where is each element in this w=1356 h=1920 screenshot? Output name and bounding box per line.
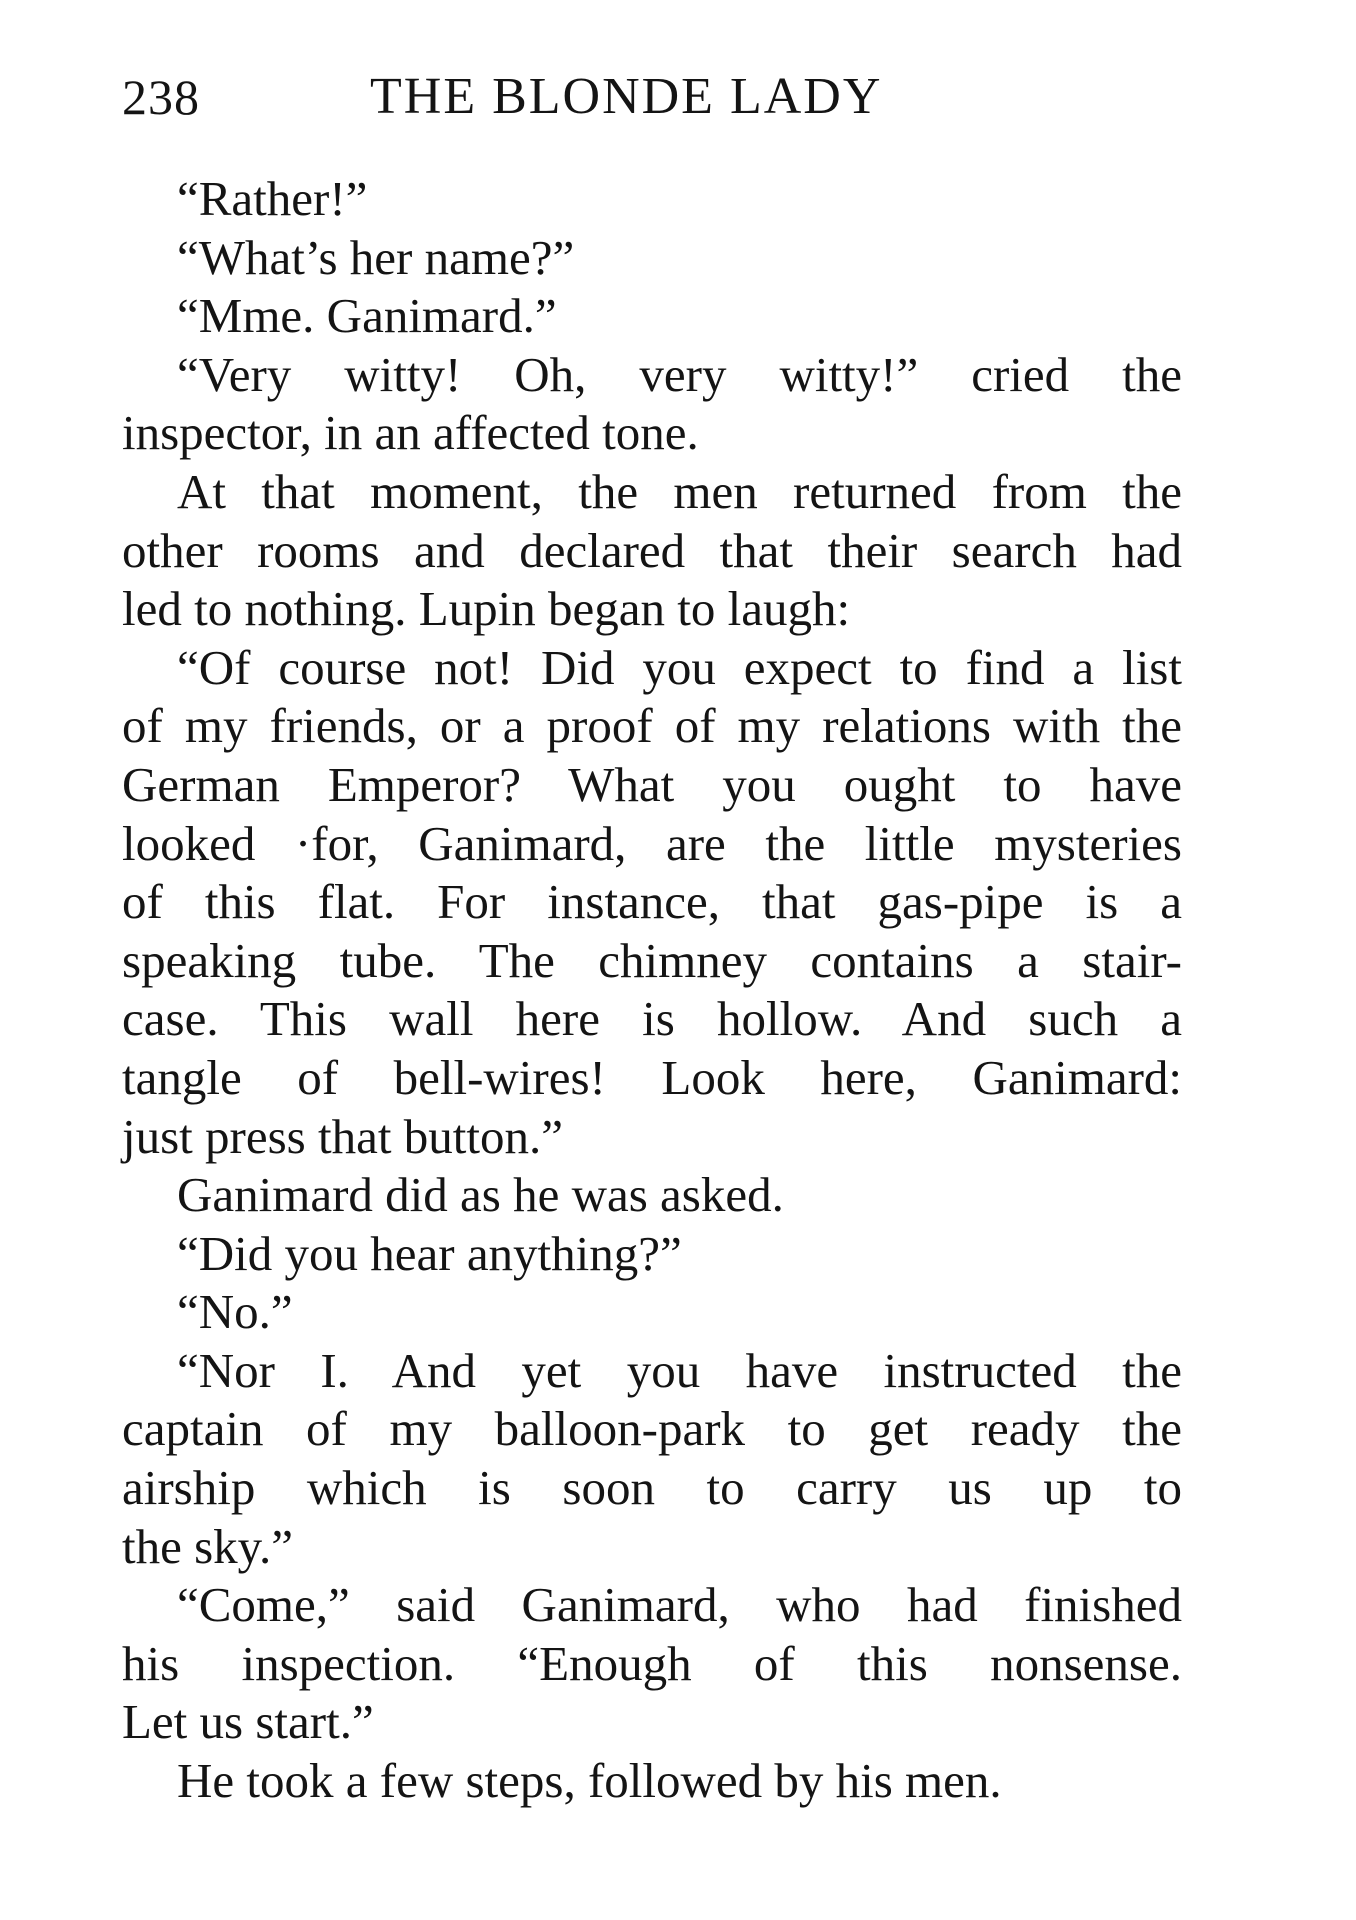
text-line: At that moment, the men returned from the <box>177 463 1182 519</box>
text-line: “Come,” said Ganimard, who had finished <box>177 1577 1182 1633</box>
text-line: inspector, in an affected tone. <box>122 405 699 461</box>
text-line: “What’s her name?” <box>177 229 575 285</box>
text-line: just press that button.” <box>122 1108 563 1164</box>
text-line: “Rather!” <box>177 171 368 226</box>
text-line: captain of my balloon-park to get ready the <box>122 1401 1182 1457</box>
text-line: other rooms and declared that their search had <box>122 522 1182 578</box>
text-line: the sky.” <box>122 1518 293 1574</box>
text-line: led to nothing. Lupin began to laugh: <box>122 581 851 637</box>
page-number: 238 <box>122 69 200 125</box>
text-line: “Very witty! Oh, very witty!” cried the <box>177 346 1182 402</box>
text-line: tangle of bell-wires! Look here, Ganimard: <box>122 1049 1182 1105</box>
text-line: “Nor I. And yet you have instructed the <box>177 1342 1182 1398</box>
text-line: “Mme. Ganimard.” <box>177 288 557 344</box>
text-line: looked ·for, Ganimard, are the little mysteries <box>122 815 1182 871</box>
text-line: German Emperor? What you ought to have <box>122 756 1182 812</box>
body-text <box>122 170 1182 1811</box>
text-line: Let us start.” <box>122 1694 374 1750</box>
text-line: “No.” <box>177 1284 293 1340</box>
page-header <box>122 62 1182 132</box>
text-line: of my friends, or a proof of my relations with the <box>122 698 1182 754</box>
text-line: Ganimard did as he was asked. <box>177 1167 784 1223</box>
text-line: “Did you hear anything?” <box>177 1225 682 1281</box>
text-line: of this flat. For instance, that gas-pipe is a <box>122 874 1182 930</box>
text-line: He took a few steps, followed by his men. <box>177 1753 1002 1809</box>
text-line: speaking tube. The chimney contains a stair- <box>122 932 1182 988</box>
text-line: his inspection. “Enough of this nonsense. <box>122 1635 1182 1691</box>
text-line: case. This wall here is hollow. And such a <box>122 991 1182 1047</box>
text-line: “Of course not! Did you expect to find a list <box>177 639 1182 695</box>
running-title: THE BLONDE LADY <box>370 68 883 125</box>
text-line: airship which is soon to carry us up to <box>122 1460 1182 1516</box>
